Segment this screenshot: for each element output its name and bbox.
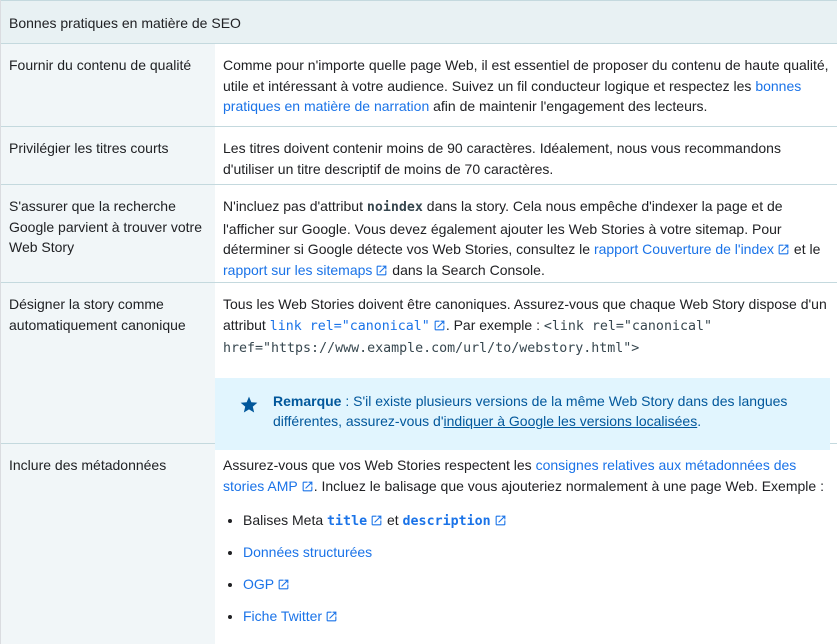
table-row xyxy=(1,185,837,283)
star-icon xyxy=(239,395,259,415)
text: dans la Search Console. xyxy=(388,261,545,278)
external-link-icon xyxy=(301,480,314,493)
link-text: Fiche Twitter xyxy=(243,608,323,624)
row-label: Inclure des métadonnées xyxy=(1,444,215,644)
text: . Incluez le balisage que vous ajouteriez normalement à une page Web. Exemple : xyxy=(313,477,824,494)
code-link-text: link rel="canonical" xyxy=(269,318,430,334)
metadata-list xyxy=(223,504,830,632)
external-link-icon xyxy=(433,319,446,332)
link-rel-canonical-link[interactable] xyxy=(270,317,446,333)
note-text: . xyxy=(697,413,702,429)
list-item xyxy=(243,504,830,536)
structured-data-link[interactable]: Données structurées xyxy=(243,544,373,560)
list-item xyxy=(243,536,830,568)
external-link-icon xyxy=(375,264,388,277)
canonical-description xyxy=(223,294,830,360)
row-description: Les titres doivent contenir moins de 90 caractères. Idéalement, nous vous recommandons d'utiliser un titre descriptif de moins de 70 caractères. xyxy=(223,140,781,177)
metadata-description xyxy=(223,455,830,496)
link-text: rapport Couverture de l'index xyxy=(593,241,775,257)
table-row xyxy=(1,444,837,644)
noindex-code: noindex xyxy=(366,200,423,215)
text: dans la story. Cela nous empêche d'indexer la page et de l'afficher sur Google. Vous devez également ajouter les Web Stories à votre sitemap. Pour déterminer si Google détecte vos Web Stories, consultez le xyxy=(223,198,783,257)
row-label: Privilégier les titres courts xyxy=(1,127,215,184)
sitemaps-report-link[interactable] xyxy=(223,262,388,278)
row-description xyxy=(215,44,837,126)
external-link-icon xyxy=(494,514,507,527)
external-link-icon xyxy=(277,578,290,591)
storytelling-best-practices-link[interactable]: bonnes pratiques en matière de narration xyxy=(223,77,802,114)
external-link-icon xyxy=(777,243,790,256)
list-item xyxy=(243,568,830,600)
code-link-text: title xyxy=(327,514,368,529)
note-text: : S'il existe plusieurs versions de la même Web Story dans des langues différentes, assurez-vous d' xyxy=(273,392,788,429)
text: et xyxy=(383,512,403,528)
row-description xyxy=(215,185,837,282)
text: . Par exemple : xyxy=(445,316,544,333)
index-coverage-report-link[interactable] xyxy=(594,241,790,257)
external-link-icon xyxy=(370,514,383,527)
text: Balises Meta xyxy=(243,512,328,528)
table-row xyxy=(1,283,837,444)
code-link-text: description xyxy=(402,514,491,529)
table-header: Bonnes pratiques en matière de SEO xyxy=(1,0,837,44)
text: Tous les Web Stories doivent être canoniques. Assurez-vous que chaque Web Story dispose d'un attribut xyxy=(223,296,827,333)
twitter-card-link[interactable] xyxy=(243,608,338,624)
link-text: consignes relatives aux métadonnées des stories AMP xyxy=(223,457,797,494)
text: afin de maintenir l'engagement des lecteurs. xyxy=(429,98,708,114)
note-label: Remarque xyxy=(273,392,342,409)
row-label: Désigner la story comme automatiquement canonique xyxy=(1,283,215,443)
list-item xyxy=(243,600,830,632)
title-meta-link[interactable] xyxy=(327,512,383,528)
text: Comme pour n'importe quelle page Web, il est essentiel de proposer du contenu de haute qualité, utile et intéressant à votre audience. Suivez un fil conducteur logique et respectez les xyxy=(223,57,829,94)
row-label: S'assurer que la recherche Google parvient à trouver votre Web Story xyxy=(1,185,215,282)
row-description xyxy=(215,283,837,443)
canonical-example-code: <link rel="canonical" href="https://www.example.com/url/to/webstory.html"> xyxy=(223,318,712,356)
ogp-link[interactable] xyxy=(243,576,290,592)
text: Assurez-vous que vos Web Stories respectent les xyxy=(223,457,536,473)
note-box xyxy=(215,378,830,450)
link-text: OGP xyxy=(243,576,275,592)
row-label: Fournir du contenu de qualité xyxy=(1,44,215,126)
text: et le xyxy=(790,241,821,257)
description-meta-link[interactable] xyxy=(403,512,507,528)
external-link-icon xyxy=(325,610,338,623)
table-row xyxy=(1,127,837,185)
localized-versions-link[interactable]: indiquer à Google les versions localisées xyxy=(443,413,698,429)
row-description xyxy=(215,444,837,644)
link-text: rapport sur les sitemaps xyxy=(223,261,373,278)
text: N'incluez pas d'attribut xyxy=(223,198,367,214)
table-row xyxy=(1,44,837,127)
